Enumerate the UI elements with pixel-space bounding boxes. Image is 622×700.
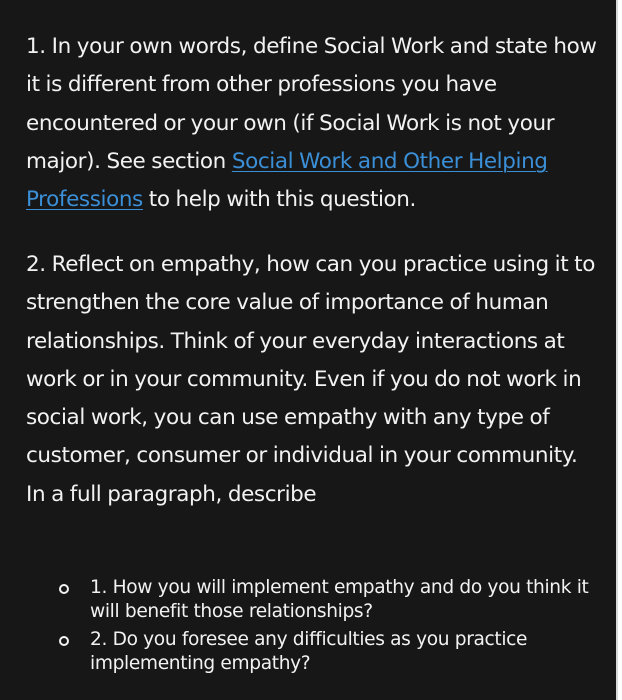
list-item-text: 1. How you will implement empathy and do you think it will benefit those relationships? [90, 577, 589, 622]
question-1-text: 1. In your own words, define Social Work and state how it is different from other professions you have encountered or your own (if Social Work is not your major). See section [26, 34, 597, 174]
question-1 [26, 28, 600, 219]
question-2-list [50, 576, 590, 680]
list-item [50, 576, 590, 623]
hollow-bullet-icon [59, 584, 69, 594]
hollow-bullet-icon [59, 636, 69, 646]
social-work-helping-professions-link[interactable]: Social Work and Other Helping Professions [26, 148, 548, 213]
question-1-text-end: to help with this question. [142, 187, 416, 213]
list-item-text: 2. Do you foresee any difficulties as you practice implementing empathy? [90, 629, 528, 674]
list-item [50, 628, 590, 675]
question-2: 2. Reflect on empathy, how can you practice using it to strengthen the core value of importance of human relationships. Think of your everyday interactions at work or in your community. Even if you do not work in social work, you can use empathy with any type of customer, consumer or individual in your community. In a full paragraph, describe [26, 252, 595, 507]
